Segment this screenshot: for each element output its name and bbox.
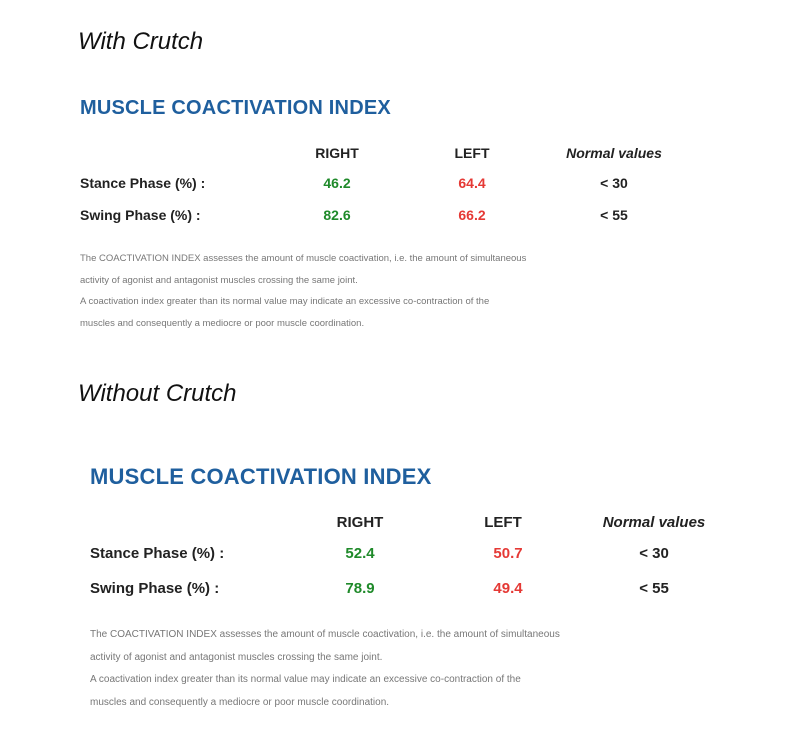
row-label-swing-phase: Swing Phase (%) : xyxy=(80,207,201,223)
swing-left-value: 66.2 xyxy=(458,207,486,223)
section-heading: With Crutch xyxy=(78,28,204,55)
swing-right-value: 82.6 xyxy=(323,207,351,223)
stance-right-value: 52.4 xyxy=(345,545,375,562)
swing-normal-value: < 55 xyxy=(600,207,628,223)
description-paragraph xyxy=(80,248,526,334)
stance-left-value: 50.7 xyxy=(493,545,523,562)
description-line: activity of agonist and antagonist muscles crossing the same joint. xyxy=(80,274,358,286)
description-line: The COACTIVATION INDEX assesses the amount of muscle coactivation, i.e. the amount of simultaneous xyxy=(90,629,560,640)
column-header-left: LEFT xyxy=(484,514,522,531)
column-header-right: RIGHT xyxy=(315,145,359,161)
column-header-normal-values: Normal values xyxy=(566,145,662,161)
column-header-left: LEFT xyxy=(454,145,490,161)
description-line: A coactivation index greater than its normal value may indicate an excessive co-contraction of the xyxy=(80,296,490,307)
description-line: The COACTIVATION INDEX assesses the amount of muscle coactivation, i.e. the amount of simultaneous xyxy=(80,253,527,264)
stance-left-value: 64.4 xyxy=(458,175,486,191)
section-heading: Without Crutch xyxy=(78,380,237,407)
stance-normal-value: < 30 xyxy=(600,175,628,191)
stance-right-value: 46.2 xyxy=(323,175,351,191)
description-line: muscles and consequently a mediocre or poor muscle coordination. xyxy=(90,696,390,708)
swing-normal-value: < 55 xyxy=(639,580,669,597)
description-line: activity of agonist and antagonist muscles crossing the same joint. xyxy=(90,651,383,663)
index-title: MUSCLE COACTIVATION INDEX xyxy=(90,464,432,489)
index-title: MUSCLE COACTIVATION INDEX xyxy=(80,97,391,119)
stance-normal-value: < 30 xyxy=(639,545,669,562)
swing-left-value: 49.4 xyxy=(493,580,523,597)
column-header-right: RIGHT xyxy=(336,514,384,531)
swing-right-value: 78.9 xyxy=(345,580,375,597)
description-paragraph xyxy=(90,624,560,714)
row-label-stance-phase: Stance Phase (%) : xyxy=(90,545,225,562)
row-label-swing-phase: Swing Phase (%) : xyxy=(90,580,220,597)
description-line: muscles and consequently a mediocre or poor muscle coordination. xyxy=(80,317,365,329)
row-label-stance-phase: Stance Phase (%) : xyxy=(80,175,206,191)
description-line: A coactivation index greater than its normal value may indicate an excessive co-contraction of the xyxy=(90,674,521,685)
column-header-normal-values: Normal values xyxy=(602,514,706,531)
